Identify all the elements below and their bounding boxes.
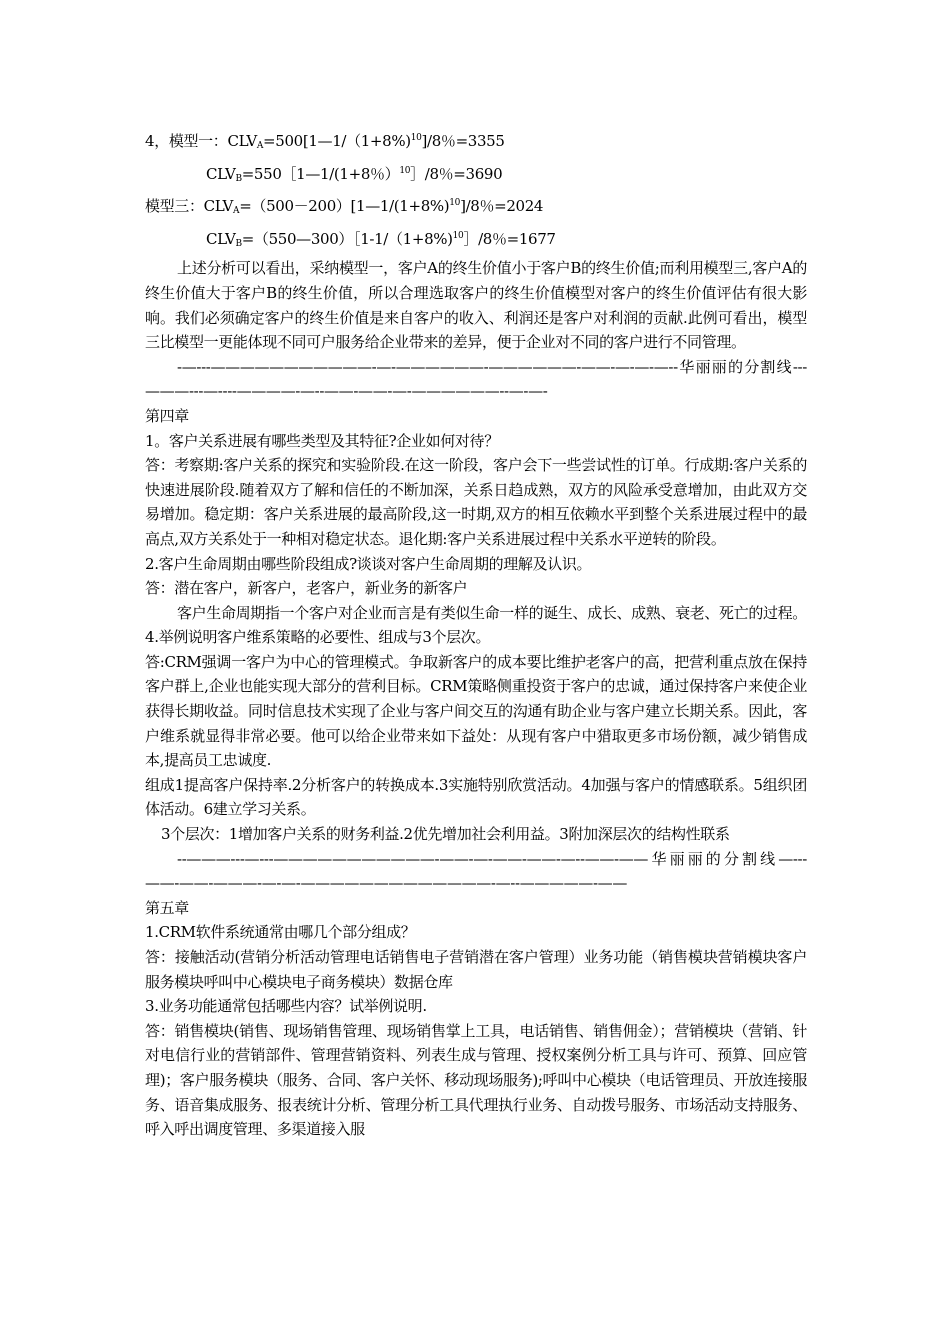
answer: 答:CRM强调一客户为中心的管理模式。争取新客户的成本要比维护老客户的高，把营利重点放在保持客户群上,企业也能实现大部分的营利目标。CRM策略侧重投资于客户的忠诚，通过保持客户来使企业获得长期收益。同时信息技术实现了企业与客户间交互的沟通有助企业与客户建立长期关系。因此，客户维系就显得非常必要。他可以给企业带来如下益处：从现有客户中猎取更多市场份额，减少销售成本,提高员工忠诚度. [145,652,807,770]
answer: 答：考察期:客户关系的探究和实验阶段.在这一阶段，客户会下一些尝试性的订单。行成期:客户关系的快速进展阶段.随着双方了解和信任的不断加深，关系日趋成熟，双方的风险承受意增加，由此双方交易增加。稳定期：客户关系进展的最高阶段,这一时期,双方的相互依赖水平到整个关系进展过程中的最高点,双方关系处于一种相对稳定状态。退化期:客户关系进展过程中关系水平逆转的阶段。 [145,456,807,548]
answer: 答：接触活动(营销分析活动管理电话销售电子营销潜在客户管理）业务功能（销售模块营销模块客户服务模块呼叫中心模块电子商务模块）数据仓库 [145,948,807,991]
question: 2.客户生命周期由哪些阶段组成?谈谈对客户生命周期的理解及认识。 [145,554,592,573]
divider-line: -—---———————————-—-——————-——————-——-—-—-—--华丽丽的分割线---———---—----————-—--——-——-—-——————--—-—- [145,357,807,401]
formula-model3-b: $CLV_B=(550—300)[1-1/(1+8\%)^{10}]/8$％=1677 [206,229,556,249]
formula-model3-a: 模型三：$CLV_A=(500-200)[1—1/(1+8\%)^{10}]/8$％=2024 [145,197,544,217]
question: 1.CRM软件系统通常由哪几个部分组成？ [145,923,416,942]
analysis-paragraph: 上述分析可以看出，采纳模型一，客户A的终生价值小于客户B的终生价值;而利用模型三,客户A的终生价值大于客户B的终生价值，所以合理选取客户的终生价值模型对客户的终生价值评估有很大影响。我们必须确定客户的终生价值是来自客户的收入、利润还是客户对利润的贡献.此例可看出，模型三比模型一更能体现不同可户服务给企业带来的差异，便于企业对不同的客户进行不同管理。 [145,259,807,352]
document-body [145,126,807,1142]
formula-model1-b: $CLV_B=550[1—1/(1+8$％）$^{10}$］/8％=3690 [206,164,503,184]
divider-line: --———---—---———————————-——-—-——-——-—--——-——华丽丽的分割线—---——-——-———-—-—-—————————————-—--—————-—— [145,849,807,893]
answer: 答：潜在客户，新客户，老客户，新业务的新客户 [145,579,468,598]
answer: 答：销售模块(销售、现场销售管理、现场销售掌上工具，电话销售、销售佣金）；营销模块（营销、针对电信行业的营销部件、管理营销资料、列表生成与管理、授权案例分析工具与许可、预算、回应管理)；客户服务模块（服务、合同、客户关怀、移动现场服务);呼叫中心模块（电话管理员、开放连接服务、语音集成服务、报表统计分析、管理分析工具代理执行业务、自动拨号服务、市场活动支持服务、呼入呼出调度管理、多渠道接入服 [145,1021,807,1139]
question: 4.举例说明客户维系策略的必要性、组成与3个层次。 [145,628,491,647]
question: 3.业务功能通常包括哪些内容？试举例说明. [145,997,427,1016]
answer-paragraph: 3个层次：1增加客户关系的财务利益.2优先增加社会利用益。3附加深层次的结构性联系 [161,825,730,844]
question: 1。客户关系进展有哪些类型及其特征?企业如何对待？ [145,431,499,450]
chapter-heading: 第四章 [145,406,189,425]
chapter-heading: 第五章 [145,898,189,917]
formula-model1-a: 4，模型一：$CLV_A=500[1—1/(1+8\%)^{10}]/8$％=3355 [145,132,505,151]
answer-paragraph: 客户生命周期指一个客户对企业而言是有类似生命一样的诞生、成长、成熟、衰老、死亡的过程。 [177,603,807,622]
answer-paragraph: 组成1提高客户保持率.2分析客户的转换成本.3实施特别欣赏活动。4加强与客户的情感联系。5组织团体活动。6建立学习关系。 [145,775,807,819]
